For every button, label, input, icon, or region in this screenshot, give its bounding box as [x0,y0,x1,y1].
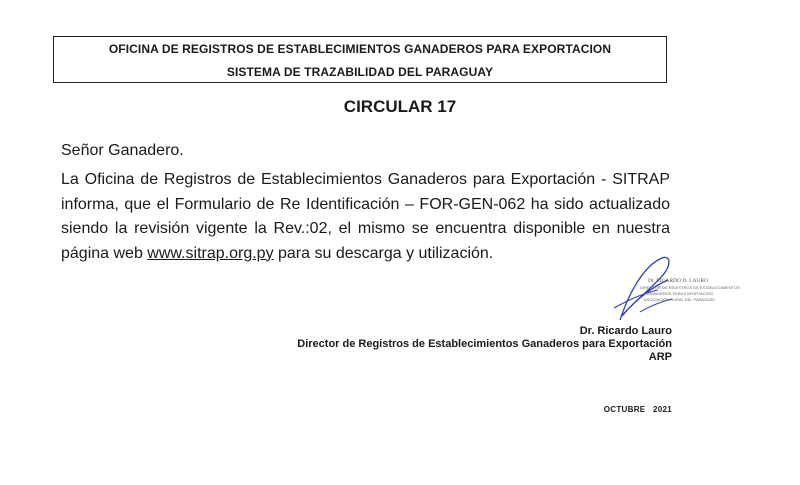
website-link[interactable]: www.sitrap.org.py [147,244,274,262]
body-paragraph [61,168,670,266]
greeting: Señor Ganadero. [61,142,184,159]
signatory-name: Dr. Ricardo Lauro [579,325,672,337]
signatory-organization: ARP [648,351,672,363]
stamp-name: Dr. RICARDO D. LAURO [648,278,709,284]
body-text-after-link: para su descarga y utilización. [273,244,494,262]
stamp-title-line: DIRECTOR DE REGISTROS DE ESTABLECIMIENTOS [640,285,740,290]
document-date: OCTUBRE 2021 [603,405,672,414]
signatory-title: Director de Registros de Establecimientos Ganaderos para Exportación [297,338,672,350]
header-office-name: OFICINA DE REGISTROS DE ESTABLECIMIENTOS GANADEROS PARA EXPORTACION [108,42,612,56]
body-text-before-link: La Oficina de Registros de Establecimientos Ganaderos para Exportación - SITRAP informa, que el Formulario de Re Identificación – FOR-GEN-062 ha sido actualizado siendo la revisión vigente la Rev.:02, el mismo se encuentra disponible en nuestra página web [61,171,670,262]
header-system-name: SISTEMA DE TRAZABILIDAD DEL PARAGUAY [226,65,494,79]
header-box [53,36,667,83]
stamp-org-line: ASOCIACION RURAL DEL PARAGUAY [644,297,716,302]
circular-title: CIRCULAR 17 [343,97,457,116]
stamp-subtitle-line: GANADEROS PARA EXPORTACION [646,291,713,296]
signature-stamp [600,250,750,320]
